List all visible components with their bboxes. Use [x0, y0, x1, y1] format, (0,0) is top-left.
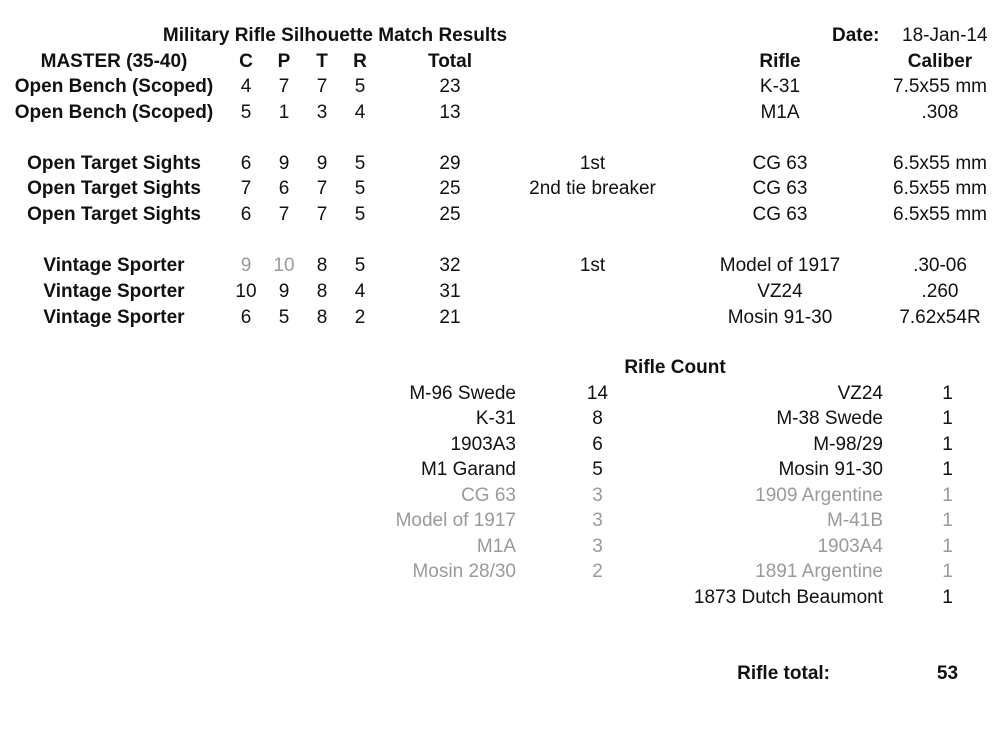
result-t: 3 — [316, 102, 328, 123]
rifle-count-value: 1 — [942, 536, 953, 557]
result-total: 29 — [439, 153, 461, 174]
rifle-count-value: 1 — [942, 408, 953, 429]
rifle-count-name: 1873 Dutch Beaumont — [693, 587, 883, 608]
result-c: 4 — [240, 76, 252, 97]
rifle-count-value: 3 — [592, 485, 603, 506]
col-header-total: Total — [428, 51, 472, 72]
rifle-count-name: Mosin 91-30 — [778, 459, 883, 480]
result-rifle: CG 63 — [752, 153, 808, 174]
col-header-r: R — [353, 51, 367, 72]
rifle-count-name: 1909 Argentine — [755, 485, 883, 506]
result-t: 7 — [316, 204, 328, 225]
rifle-count-value: 1 — [942, 510, 953, 531]
result-caliber: .30-06 — [913, 255, 967, 276]
rifle-count-value: 8 — [592, 408, 603, 429]
date-label: Date: — [832, 25, 880, 46]
result-r: 5 — [354, 178, 366, 199]
rifle-count-value: 1 — [942, 459, 953, 480]
result-r: 5 — [354, 153, 366, 174]
result-t: 8 — [316, 281, 328, 302]
rifle-total-label: Rifle total: — [737, 663, 830, 684]
rifle-total-value: 53 — [936, 663, 959, 684]
result-total: 23 — [439, 76, 461, 97]
rifle-count-name: M-96 Swede — [409, 383, 516, 404]
result-c: 6 — [240, 153, 252, 174]
rifle-count-value: 14 — [586, 383, 609, 404]
result-total: 31 — [439, 281, 461, 302]
rifle-count-name: VZ24 — [837, 383, 883, 404]
result-rifle: VZ24 — [757, 281, 803, 302]
result-caliber: 6.5x55 mm — [893, 178, 987, 199]
result-event: Vintage Sporter — [43, 255, 185, 276]
result-note: 1st — [579, 255, 606, 276]
result-p: 7 — [278, 204, 290, 225]
result-p: 5 — [278, 307, 290, 328]
result-rifle: Mosin 91-30 — [727, 307, 833, 328]
col-header-c: C — [239, 51, 253, 72]
rifle-count-name: CG 63 — [461, 485, 516, 506]
result-caliber: 7.5x55 mm — [893, 76, 987, 97]
result-total: 25 — [439, 178, 461, 199]
result-caliber: 7.62x54R — [899, 307, 981, 328]
result-total: 32 — [439, 255, 461, 276]
result-p: 6 — [278, 178, 290, 199]
result-r: 5 — [354, 76, 366, 97]
rifle-count-value: 1 — [942, 587, 953, 608]
result-event: Vintage Sporter — [43, 307, 185, 328]
result-caliber: .308 — [921, 102, 959, 123]
result-t: 9 — [316, 153, 328, 174]
result-t: 8 — [316, 255, 328, 276]
rifle-count-name: M-38 Swede — [776, 408, 883, 429]
result-total: 21 — [439, 307, 461, 328]
rifle-count-name: K-31 — [475, 408, 516, 429]
result-event: Vintage Sporter — [43, 281, 185, 302]
rifle-count-name: Model of 1917 — [395, 510, 516, 531]
rifle-count-value: 3 — [592, 536, 603, 557]
rifle-count-name: 1903A4 — [817, 536, 883, 557]
result-event: Open Target Sights — [27, 178, 201, 199]
result-p: 1 — [278, 102, 290, 123]
result-c: 6 — [240, 204, 252, 225]
rifle-count-value: 1 — [942, 383, 953, 404]
rifle-count-value: 6 — [592, 434, 603, 455]
result-p: 10 — [273, 255, 295, 276]
rifle-count-value: 5 — [592, 459, 603, 480]
rifle-count-value: 2 — [592, 561, 603, 582]
result-note: 2nd tie breaker — [529, 178, 656, 199]
result-total: 13 — [439, 102, 461, 123]
rifle-count-name: M1 Garand — [420, 459, 516, 480]
result-p: 9 — [278, 153, 290, 174]
result-c: 5 — [240, 102, 252, 123]
rifle-count-name: M1A — [476, 536, 516, 557]
result-r: 4 — [354, 281, 366, 302]
rifle-count-name: 1903A3 — [450, 434, 516, 455]
rifle-count-name: Mosin 28/30 — [412, 561, 516, 582]
result-t: 7 — [316, 76, 328, 97]
result-c: 9 — [240, 255, 252, 276]
class-header: MASTER (35-40) — [40, 51, 188, 72]
result-event: Open Target Sights — [27, 153, 201, 174]
col-header-t: T — [316, 51, 328, 72]
result-rifle: Model of 1917 — [719, 255, 841, 276]
result-r: 4 — [354, 102, 366, 123]
result-event: Open Target Sights — [27, 204, 201, 225]
rifle-count-name: M-41B — [827, 510, 883, 531]
result-event: Open Bench (Scoped) — [14, 76, 214, 97]
rifle-count-value: 1 — [942, 561, 953, 582]
result-p: 9 — [278, 281, 290, 302]
rifle-count-name: 1891 Argentine — [755, 561, 883, 582]
result-rifle: CG 63 — [752, 178, 808, 199]
col-header-p: P — [277, 51, 291, 72]
result-r: 2 — [354, 307, 366, 328]
result-c: 10 — [235, 281, 257, 302]
result-c: 7 — [240, 178, 252, 199]
result-caliber: 6.5x55 mm — [893, 153, 987, 174]
result-r: 5 — [354, 255, 366, 276]
rifle-count-name: M-98/29 — [813, 434, 883, 455]
result-t: 7 — [316, 178, 328, 199]
date-value: 18-Jan-14 — [902, 25, 988, 46]
result-r: 5 — [354, 204, 366, 225]
rifle-count-title: Rifle Count — [624, 357, 726, 378]
result-total: 25 — [439, 204, 461, 225]
col-header-rifle: Rifle — [759, 51, 801, 72]
rifle-count-value: 1 — [942, 434, 953, 455]
rifle-count-value: 1 — [942, 485, 953, 506]
result-p: 7 — [278, 76, 290, 97]
col-header-caliber: Caliber — [907, 51, 973, 72]
result-rifle: M1A — [760, 102, 800, 123]
result-note: 1st — [579, 153, 606, 174]
result-caliber: 6.5x55 mm — [893, 204, 987, 225]
result-caliber: .260 — [921, 281, 959, 302]
rifle-count-value: 3 — [592, 510, 603, 531]
result-rifle: CG 63 — [752, 204, 808, 225]
result-c: 6 — [240, 307, 252, 328]
result-rifle: K-31 — [759, 76, 801, 97]
result-t: 8 — [316, 307, 328, 328]
page-title: Military Rifle Silhouette Match Results — [162, 25, 508, 46]
result-event: Open Bench (Scoped) — [14, 102, 214, 123]
